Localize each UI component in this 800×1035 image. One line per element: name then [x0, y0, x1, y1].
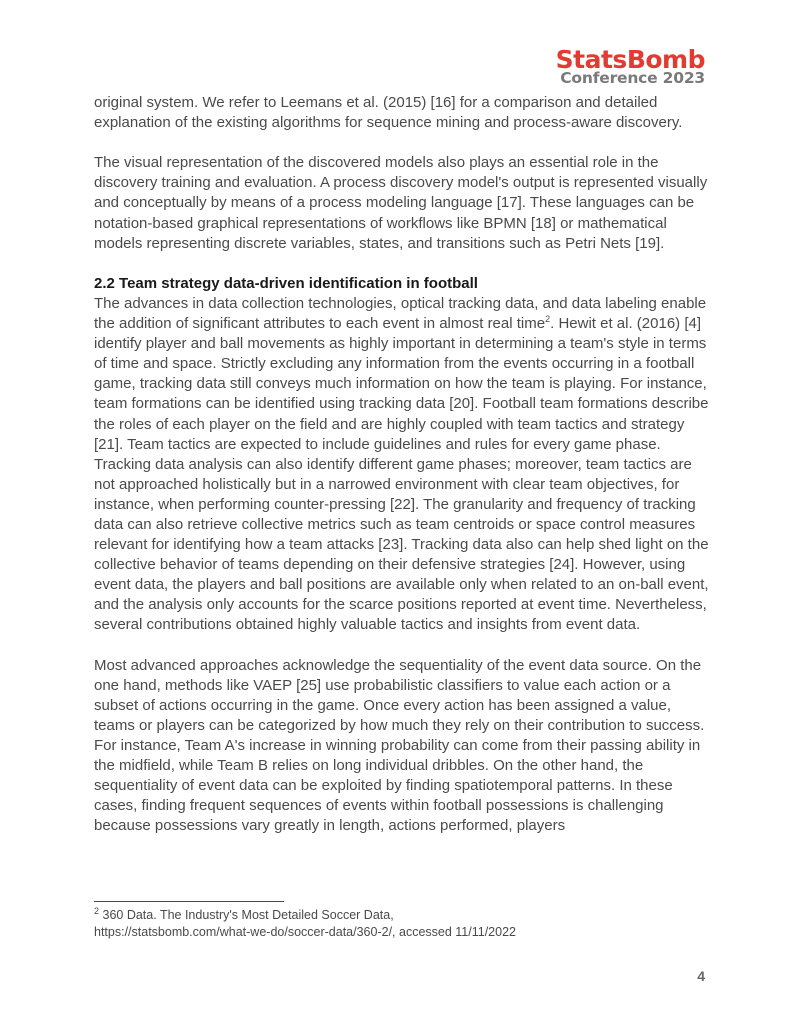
paragraph-1: original system. We refer to Leemans et al. (2015) [16] for a comparison and detailed explanation of the existing algorithms for sequence mining and process-aware discovery. [94, 94, 683, 132]
footnote-divider [94, 901, 284, 902]
page-number: 4 [697, 968, 705, 984]
footnote-marker: 2 [94, 905, 100, 916]
page-body [94, 93, 714, 857]
footnote-reference: 2 [545, 314, 551, 325]
footnote-link: https://statsbomb.com/what-we-do/soccer-data/360-2/, accessed 11/11/2022 [94, 925, 516, 939]
statsbomb-conference-logo [556, 47, 705, 87]
section-heading: 2.2 Team strategy data-driven identification in football [94, 274, 478, 292]
paragraph-2: The visual representation of the discovered models also plays an essential role in the discovery training and evaluation. A process discovery model's output is represented visually and conceptually by means of a process modeling language [17]. These languages can be notation-based graphical representations of workflows like BPMN [18] or mathematical models representing discrete variables, states, and transitions such as Petri Nets [19]. [94, 154, 708, 252]
footnote-line-1 [94, 907, 714, 924]
paragraph-3 [94, 294, 714, 636]
footnote-text: 360 Data. The Industry's Most Detailed Soccer Data, [99, 908, 394, 922]
footnote [94, 907, 714, 941]
paragraph-3-part-b: . Hewit et al. (2016) [4] identify player and ball movements as highly important in determining a team's style in terms of time and space. Strictly excluding any information from the events occurring in a football game, tracking data still conveys much information on how the team is playing. For instance, team formations can be identified using tracking data [20]. Football team formations describe the roles of each player on the field and are highly coupled with team tactics and strategy [21]. Team tactics are expected to include guidelines and rules for every game phase. Tracking data analysis can also identify different game phases; moreover, team tactics are not approached holistically but in a narrowed environment with clear team objectives, for instance, when performing counter-pressing [22]. The granularity and frequency of tracking data can also retrieve collective metrics such as team centroids or space control measures relevant for identifying how a team attacks [23]. Tracking data also can help shed light on the collective behavior of teams depending on their defensive strategies [24]. However, using event data, the players and ball positions are available only when related to an on-ball event, and the analysis only accounts for the scarce positions reported at event time. Nevertheless, several contributions obtained highly valuable tactics and insights from event data. [94, 315, 709, 634]
logo-main-text: StatsBomb [555, 45, 705, 74]
paragraph-3-part-a: The advances in data collection technologies, optical tracking data, and data labeling enable the addition of significant attributes to each event in almost real time [94, 294, 707, 333]
logo-sub-text: Conference 2023 [560, 69, 705, 87]
paragraph-4: Most advanced approaches acknowledge the sequentiality of the event data source. On the one hand, methods like VAEP [25] use probabilistic classifiers to value each action or a subset of actions occurring in the game. Once every action has been assigned a value, teams or players can be categorized by how much they rely on their contribution to success. For instance, Team A's increase in winning probability can come from their passing ability in the midfield, while Team B relies on long individual dribbles. On the other hand, the sequentiality of event data can be exploited by finding spatiotemporal patterns. In these cases, finding frequent sequences of events within football possessions is challenging because possessions vary greatly in length, actions performed, players [94, 656, 705, 835]
